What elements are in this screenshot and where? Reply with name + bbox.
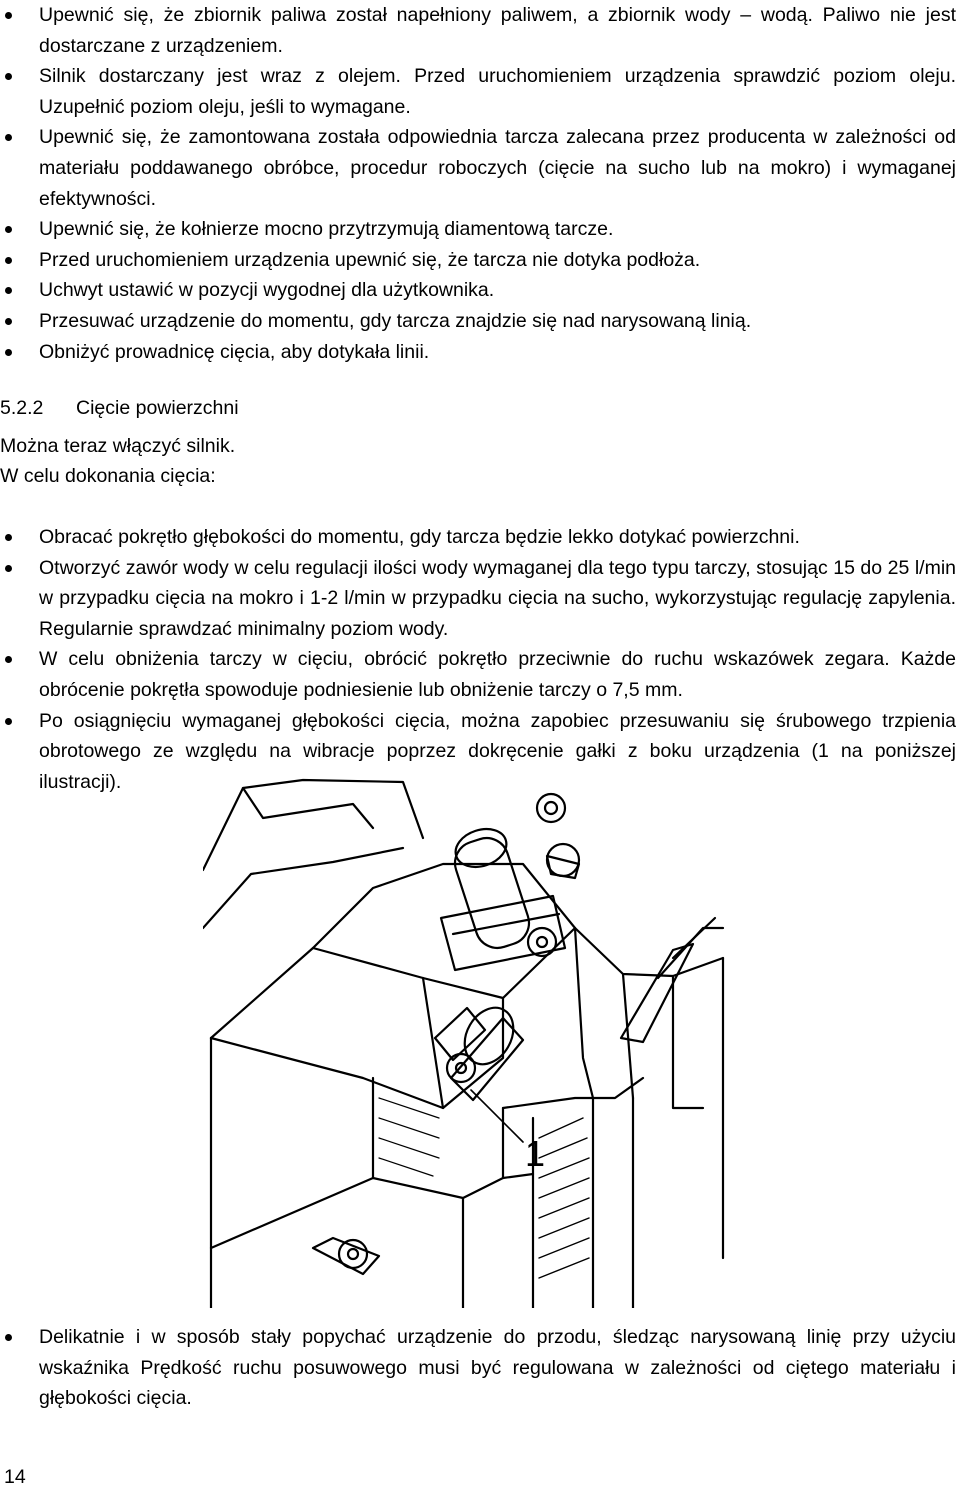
list-item: Obniżyć prowadnicę cięcia, aby dotykała linii.	[0, 337, 960, 368]
list-item: Przed uruchomieniem urządzenia upewnić się, że tarcza nie dotyka podłoża.	[0, 245, 960, 276]
figure-callout: 1	[525, 1133, 546, 1174]
paragraph: Można teraz włączyć silnik.	[0, 435, 236, 457]
section-number: 5.2.2	[0, 397, 44, 419]
section-title: Cięcie powierzchni	[76, 397, 239, 419]
list-item: Upewnić się, że zamontowana została odpowiednia tarcza zalecana przez producenta w zależności od materiału poddawanego obróbce, procedur roboczych (cięcie na sucho lub na mokro) i wymaganej efektywności.	[0, 122, 960, 214]
list-item: Silnik dostarczany jest wraz z olejem. Przed uruchomieniem urządzenia sprawdzić poziom oleju. Uzupełnić poziom oleju, jeśli to wymagane.	[0, 61, 960, 122]
instruction-list-preparation	[0, 0, 960, 367]
list-item: Upewnić się, że zbiornik paliwa został napełniony paliwem, a zbiornik wody – wodą. Paliwo nie jest dostarczane z urządzeniem.	[0, 0, 960, 61]
list-item: W celu obniżenia tarczy w cięciu, obrócić pokrętło przeciwnie do ruchu wskazówek zegara. Każde obrócenie pokrętła spowoduje podniesienie lub obniżenie tarczy o 7,5 mm.	[0, 644, 960, 705]
list-item: Uchwyt ustawić w pozycji wygodnej dla użytkownika.	[0, 275, 960, 306]
list-item: Obracać pokrętło głębokości do momentu, gdy tarcza będzie lekko dotykać powierzchni.	[0, 522, 960, 553]
list-item: Przesuwać urządzenie do momentu, gdy tarcza znajdzie się nad narysowaną linią.	[0, 306, 960, 337]
instruction-list-advance	[0, 1322, 960, 1414]
list-item: Po osiągnięciu wymaganej głębokości cięcia, można zapobiec przesuwaniu się śrubowego trzpienia obrotowego ze względu na wibracje poprzez dokręcenie gałki z boku urządzenia (1 na poniższej ilustracji).	[0, 706, 960, 798]
machine-illustration	[203, 778, 743, 1308]
paragraph: W celu dokonania cięcia:	[0, 465, 216, 487]
list-item: Otworzyć zawór wody w celu regulacji ilości wody wymaganej dla tego typu tarczy, stosując 15 do 25 l/min w przypadku cięcia na mokro i 1-2 l/min w przypadku cięcia na sucho, wykorzystując regulację zapylenia. Regularnie sprawdzać minimalny poziom wody.	[0, 553, 960, 645]
list-item: Upewnić się, że kołnierze mocno przytrzymują diamentową tarcze.	[0, 214, 960, 245]
section-heading	[0, 393, 239, 424]
instruction-list-cutting	[0, 522, 960, 797]
page-number: 14	[4, 1466, 26, 1488]
list-item: Delikatnie i w sposób stały popychać urządzenie do przodu, śledząc narysowaną linię przy użyciu wskaźnika Prędkość ruchu posuwowego musi być regulowana w zależności od ciętego materiału i głębokości cięcia.	[0, 1322, 960, 1414]
